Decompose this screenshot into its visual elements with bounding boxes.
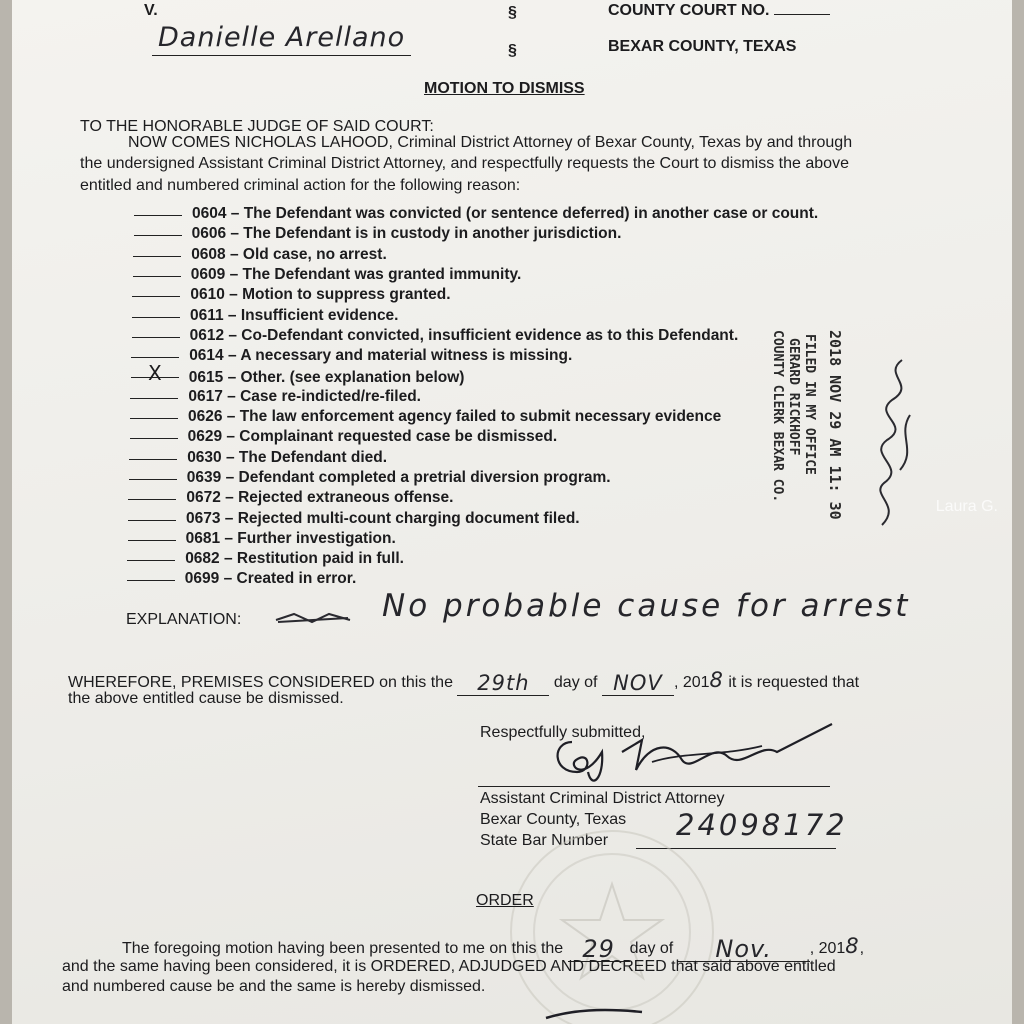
stamp-date: 2018 NOV 29 AM 11: 30: [826, 330, 844, 520]
county-court-label: COUNTY COURT NO.: [608, 2, 830, 20]
reason-checkbox-0639[interactable]: [129, 469, 177, 480]
reason-label: 0626 – The law enforcement agency failed to submit necessary evidence: [188, 408, 722, 425]
reason-label: 0610 – Motion to suppress granted.: [190, 286, 451, 304]
reason-item-0612: [132, 327, 739, 345]
reason-label: 0617 – Case re-indicted/re-filed.: [188, 387, 421, 405]
reason-label: 0699 – Created in error.: [184, 570, 357, 588]
reason-label: 0606 – The Defendant is in custody in another jurisdiction.: [191, 225, 622, 243]
reason-label: 0673 – Rejected multi-count charging document filed.: [186, 509, 580, 527]
seal-star-icon: [512, 832, 712, 1024]
section-symbol-1: §: [508, 4, 517, 21]
reason-checkbox-0615[interactable]: X: [131, 367, 179, 378]
state-bar-label: State Bar Number: [480, 832, 609, 849]
stamp-line-2: GERARD RICKHOFF: [786, 338, 801, 456]
intro-line-1: NOW COMES NICHOLAS LAHOOD, Criminal District Attorney of Bexar County, Texas by and through: [128, 134, 853, 151]
reason-label: 0672 – Rejected extraneous offense.: [186, 489, 454, 507]
judge-signature-fragment: [542, 1004, 652, 1024]
reason-label: 0681 – Further investigation.: [185, 529, 396, 547]
reason-checkbox-0609[interactable]: [133, 266, 181, 277]
order-line-3: and numbered cause be and the same is hereby dismissed.: [62, 978, 486, 995]
section-symbol-2: §: [508, 42, 517, 59]
reason-checkbox-0608[interactable]: [133, 246, 181, 257]
reason-label: 0608 – Old case, no arrest.: [191, 245, 387, 263]
intro-line-2: the undersigned Assistant Criminal District Attorney, and respectfully requests the Court to dismiss the above: [80, 155, 849, 172]
reason-label: 0629 – Complainant requested case be dismissed.: [187, 428, 558, 446]
reason-checkbox-0672[interactable]: [128, 489, 176, 500]
reason-item-0606: [134, 225, 622, 243]
reason-item-0681: [128, 530, 396, 548]
reason-item-0608: [133, 246, 387, 264]
reason-label: 0611 – Insufficient evidence.: [190, 306, 399, 324]
reason-checkbox-0611[interactable]: [132, 307, 180, 318]
reason-label: 0614 – A necessary and material witness is missing.: [189, 347, 573, 365]
reason-item-0617: [130, 388, 421, 406]
reason-item-0682: [127, 550, 404, 568]
reason-checkbox-0626[interactable]: [130, 408, 178, 419]
reason-item-0673: [128, 510, 580, 528]
reason-item-0609: [133, 266, 521, 284]
defendant-name-handwritten: Danielle Arellano: [152, 22, 411, 56]
order-day: 29: [568, 935, 630, 962]
reason-checkbox-0673[interactable]: [128, 510, 176, 521]
reason-item-0611: [132, 307, 399, 325]
respectfully-submitted: Respectfully submitted,: [480, 724, 646, 741]
order-line-1: The foregoing motion having been presented to me on this the 29 day of Nov. , 2018,: [122, 934, 865, 963]
wherefore-month: NOV: [602, 671, 674, 696]
bar-number-handwritten: 24098172: [676, 808, 848, 842]
wherefore-line-2: the above entitled cause be dismissed.: [68, 690, 344, 707]
attorney-county: Bexar County, Texas: [480, 811, 627, 828]
clerk-filing-stamp: [764, 330, 854, 530]
reason-checkbox-0610[interactable]: [132, 286, 180, 297]
reason-item-0604: [134, 205, 818, 223]
struck-out-text: [274, 610, 354, 628]
reason-checkbox-0682[interactable]: [127, 550, 175, 561]
reason-item-0615: [131, 361, 465, 387]
reason-label: 0615 – Other. (see explanation below): [188, 369, 465, 387]
reason-checkbox-0614[interactable]: [131, 347, 179, 358]
reason-item-0626: [130, 408, 721, 426]
reason-item-0639: [129, 469, 611, 487]
county-label: BEXAR COUNTY, TEXAS: [608, 38, 797, 55]
reason-item-0699: [127, 570, 356, 588]
versus-label: V.: [144, 2, 158, 19]
reason-checkbox-0681[interactable]: [128, 530, 176, 541]
reason-item-0610: [132, 286, 450, 304]
reason-item-0672: [128, 489, 453, 507]
reason-label: 0604 – The Defendant was convicted (or sentence deferred) in another case or count.: [192, 205, 819, 222]
reason-label: 0609 – The Defendant was granted immunity.: [190, 265, 522, 283]
reason-item-0629: [130, 428, 558, 446]
signature-line: [478, 786, 830, 787]
order-year-digit: 8: [845, 934, 860, 958]
reason-checkbox-0604[interactable]: [134, 205, 182, 216]
clerk-initials-scribble: [862, 355, 932, 535]
reason-label: 0639 – Defendant completed a pretrial diversion program.: [186, 468, 611, 486]
attorney-title: Assistant Criminal District Attorney: [480, 790, 725, 807]
reason-item-0614: [131, 347, 572, 365]
reason-checkbox-0699[interactable]: [127, 570, 175, 581]
wherefore-line-1: WHEREFORE, PREMISES CONSIDERED on this the 29th day of NOV , 2018 it is requested that: [68, 668, 860, 695]
reason-label: 0630 – The Defendant died.: [187, 448, 388, 466]
order-month: Nov.: [678, 935, 810, 962]
order-heading: ORDER: [476, 892, 534, 909]
document-title: MOTION TO DISMISS: [424, 80, 585, 97]
attorney-signature: [532, 712, 852, 792]
reason-checkbox-0606[interactable]: [134, 225, 182, 236]
stamp-line-1: FILED IN MY OFFICE: [802, 334, 817, 475]
wherefore-year-digit: 8: [709, 668, 724, 692]
photo-watermark: Laura G.: [935, 498, 998, 515]
wherefore-day: 29th: [457, 671, 549, 696]
document-page: [12, 0, 1012, 1024]
explanation-value-handwritten: No probable cause for arrest: [382, 588, 911, 624]
reason-item-0630: [129, 449, 387, 467]
court-seal-emboss: [510, 830, 714, 1024]
reason-checkbox-0617[interactable]: [130, 388, 178, 399]
reason-checkbox-0612[interactable]: [132, 327, 180, 338]
salutation: TO THE HONORABLE JUDGE OF SAID COURT:: [80, 118, 434, 135]
intro-line-3: entitled and numbered criminal action for the following reason:: [80, 177, 521, 194]
reason-checkbox-0629[interactable]: [130, 428, 178, 439]
reason-checkbox-0630[interactable]: [129, 449, 177, 460]
explanation-label: EXPLANATION:: [126, 611, 242, 628]
order-line-2: and the same having been considered, it is ORDERED, ADJUDGED AND DECREED that said above entitled: [62, 958, 836, 975]
stamp-line-3: COUNTY CLERK BEXAR CO.: [770, 330, 785, 503]
reason-label: 0682 – Restitution paid in full.: [185, 550, 404, 568]
reason-label: 0612 – Co-Defendant convicted, insufficient evidence as to this Defendant.: [189, 326, 739, 344]
court-number-blank: [774, 2, 830, 15]
